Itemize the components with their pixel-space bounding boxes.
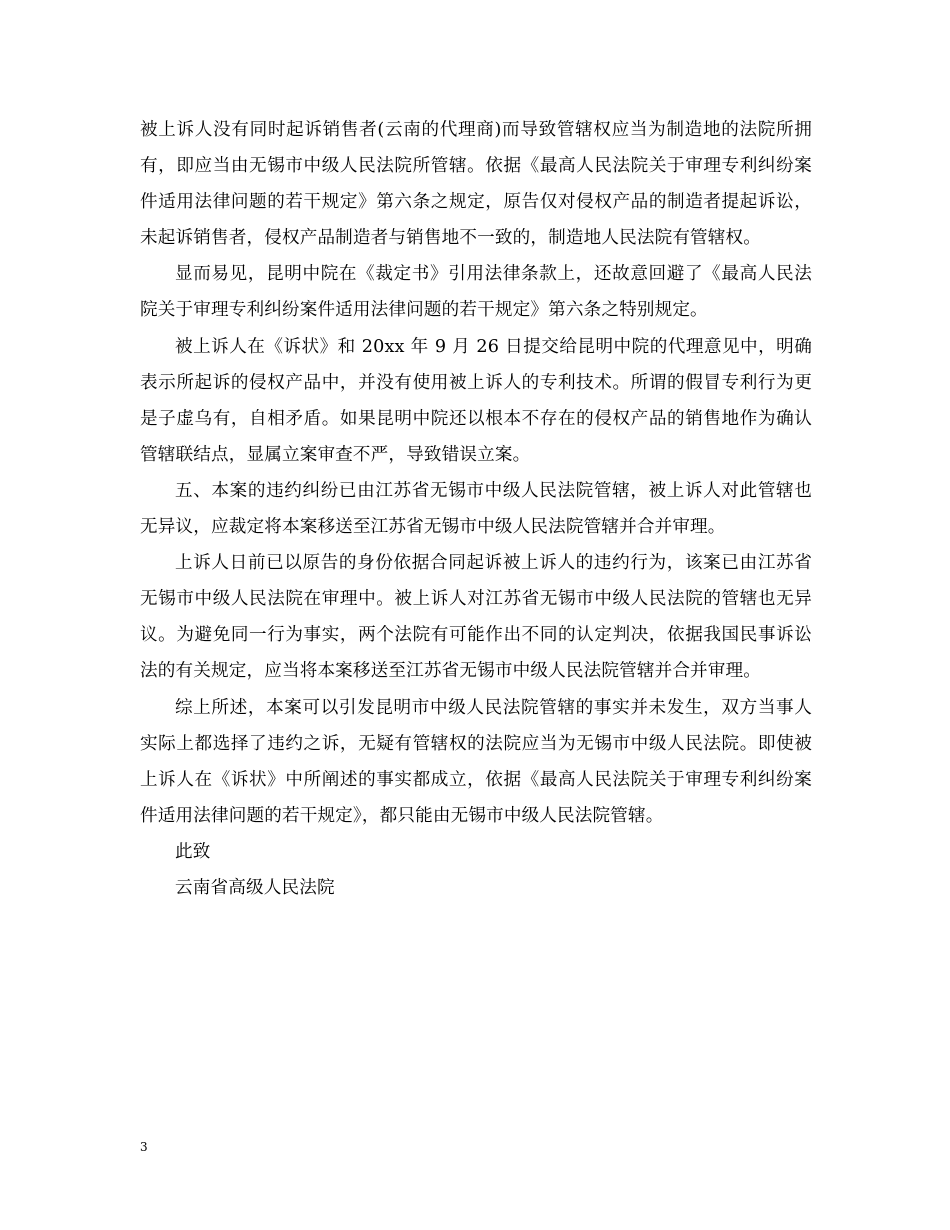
salutation-closing: 此致 [175,841,211,862]
paragraph-no-patent-use: 被上诉人在《诉状》和 20xx 年 9 月 26 日提交给昆明中院的代理意见中，明确表示所起诉的侵权产品中，并没有使用被上诉人的专利技术。所谓的假冒专利行为更是子虚乌有，自相矛盾。如果昆明中院还以根本不存在的侵权产品的销售地作为确认管辖联结点，显属立案审查不严，导致错误立案。 [140,336,812,465]
paragraph-point-five-heading: 五、本案的违约纠纷已由江苏省无锡市中级人民法院管辖，被上诉人对此管辖也无异议，应裁定将本案移送至江苏省无锡市中级人民法院管辖并合并审理。 [140,480,812,538]
paragraph-conclusion: 综上所述，本案可以引发昆明市中级人民法院管辖的事实并未发生，双方当事人实际上都选择了违约之诉，无疑有管辖权的法院应当为无锡市中级人民法院。即使被上诉人在《诉状》中所阐述的事实都成立，依据《最高人民法院关于审理专利纠纷案件适用法律问题的若干规定》，都只能由无锡市中级人民法院管辖。 [140,697,812,826]
recipient-court: 云南省高级人民法院 [175,877,335,898]
document-body [140,112,812,906]
paragraph-jurisdiction-manufacturer: 被上诉人没有同时起诉销售者(云南的代理商)而导致管辖权应当为制造地的法院所拥有，即应当由无锡市中级人民法院所管辖。依据《最高人民法院关于审理专利纠纷案件适用法律问题的若干规定》第六条之规定，原告仅对侵权产品的制造者提起诉讼，未起诉销售者，侵权产品制造者与销售地不一致的，制造地人民法院有管辖权。 [140,120,812,249]
paragraph-wuxi-trial: 上诉人日前已以原告的身份依据合同起诉被上诉人的违约行为，该案已由江苏省无锡市中级人民法院在审理中。被上诉人对江苏省无锡市中级人民法院的管辖也无异议。为避免同一行为事实，两个法院有可能作出不同的认定判决，依据我国民事诉讼法的有关规定，应当将本案移送至江苏省无锡市中级人民法院管辖并合并审理。 [140,553,812,682]
page-number: 3 [140,1140,148,1154]
paragraph-court-avoidance: 显而易见，昆明中院在《裁定书》引用法律条款上，还故意回避了《最高人民法院关于审理专利纠纷案件适用法律问题的若干规定》第六条之特别规定。 [140,264,812,321]
